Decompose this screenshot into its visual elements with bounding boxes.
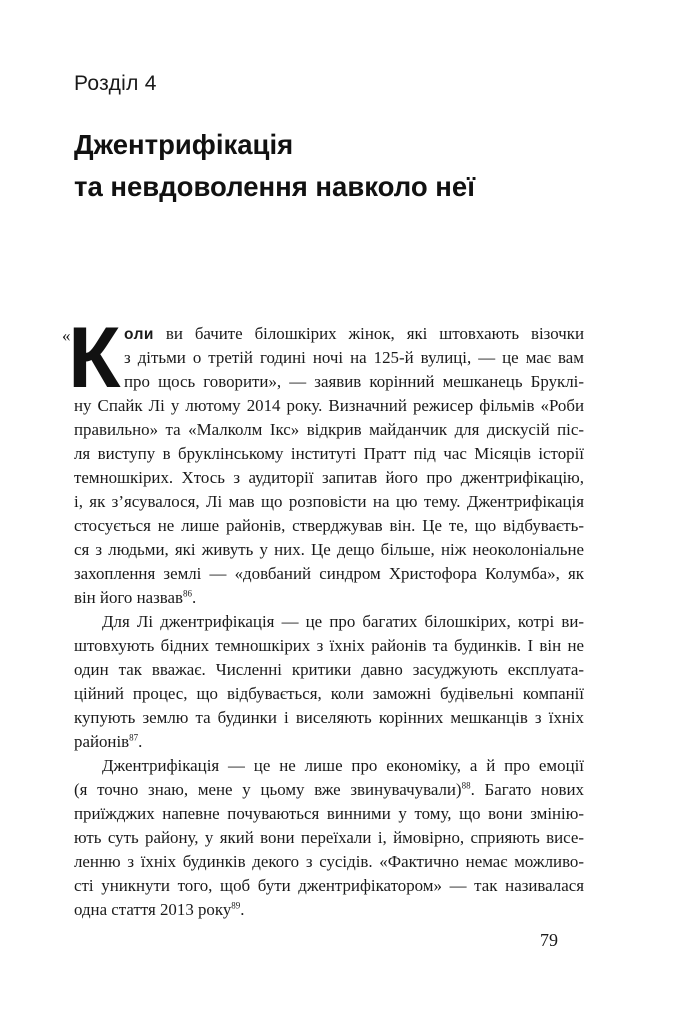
drop-cap: К <box>68 310 121 406</box>
paragraph-line: про щось говорити», — заявив корінний мешканець Бруклі- <box>124 372 584 391</box>
paragraph-line: один так вважає. Численні критики давно засуджують експлуата- <box>74 660 584 679</box>
paragraph-line: захоплення землі — «довбаний синдром Христофора Колумба», як <box>74 564 584 583</box>
paragraph-line: (я точно знаю, мене у цьому вже звинувачували)$^{88}$. Багато нових <box>74 780 584 799</box>
paragraph-line: і, як з’ясувалося, Лі мав що розповісти на цю тему. Джентрифікація <box>74 492 584 511</box>
paragraph-line: правильно» та «Малколм Ікс» відкрив майданчик для дискусій піс- <box>74 420 584 439</box>
paragraph-line: Для Лі джентрифікація — це про багатих білошкірих, котрі ви- <box>102 612 584 631</box>
paragraph-line: ленню з їхніх будинків декого з сусідів. «Фактично немає можливо- <box>74 852 584 871</box>
lead-word: оли <box>124 326 154 343</box>
footnote-ref: 88 <box>461 780 471 791</box>
footnote-ref: 86 <box>183 588 193 599</box>
paragraph-line: купують землю та будинки і виселяють корінних мешканців з їхніх <box>74 708 584 727</box>
paragraph-line: з дітьми о третій годині ночі на 125-й вулиці, — це має вам <box>124 348 584 367</box>
paragraph-line: ну Спайк Лі у лютому 2014 року. Визначний режисер фільмів «Роби <box>74 396 584 415</box>
paragraph-line: ють суть району, у який вони переїхали і, ймовірно, сприяють висе- <box>74 828 584 847</box>
paragraph-line: приїжджих напевне почуваються винними у тому, що вони змінію- <box>74 804 584 823</box>
paragraph-line: ційний процес, що відбувається, коли заможні будівельні компанії <box>74 684 584 703</box>
paragraph-line: одна стаття 2013 року$^{89}$. <box>74 900 245 919</box>
paragraph-line: штовхують бідних темношкірих з їхніх районів та будинків. І він не <box>74 636 584 655</box>
paragraph-line: ля виступу в бруклінському інституті Пратт під час Місяців історії <box>74 444 584 463</box>
chapter-title-line-2: та невдоволення навколо неї <box>74 171 475 202</box>
paragraph-line: він його назвав$^{86}$. <box>74 588 197 607</box>
footnote-ref: 89 <box>231 900 241 911</box>
paragraph-line: стосується не лише районів, стверджував він. Це те, що відбуваєть- <box>74 516 584 535</box>
paragraph-line: ся з людьми, які живуть у них. Це дещо більше, ніж неоколоніальне <box>74 540 584 559</box>
body-text <box>62 310 584 922</box>
chapter-title-line-1: Джентрифікація <box>74 129 294 160</box>
chapter-label: Розділ 4 <box>74 72 157 95</box>
paragraph-line: темношкірих. Хтось з аудиторії запитав його про джентрифікацію, <box>74 468 584 487</box>
footnote-ref: 87 <box>129 732 139 743</box>
paragraph-line: сті уникнути того, щоб бути джентрифікатором» — так називалася <box>74 876 584 895</box>
page-number: 79 <box>540 930 558 950</box>
opening-quote-mark: « <box>62 326 71 345</box>
chapter-title <box>74 124 634 208</box>
paragraph-line: оли ви бачите білошкірих жінок, які штовхають візочки <box>124 324 584 343</box>
paragraph-line: районів$^{87}$. <box>74 732 143 751</box>
paragraph-line: Джентрифікація — це не лише про економіку, а й про емоції <box>102 756 584 775</box>
